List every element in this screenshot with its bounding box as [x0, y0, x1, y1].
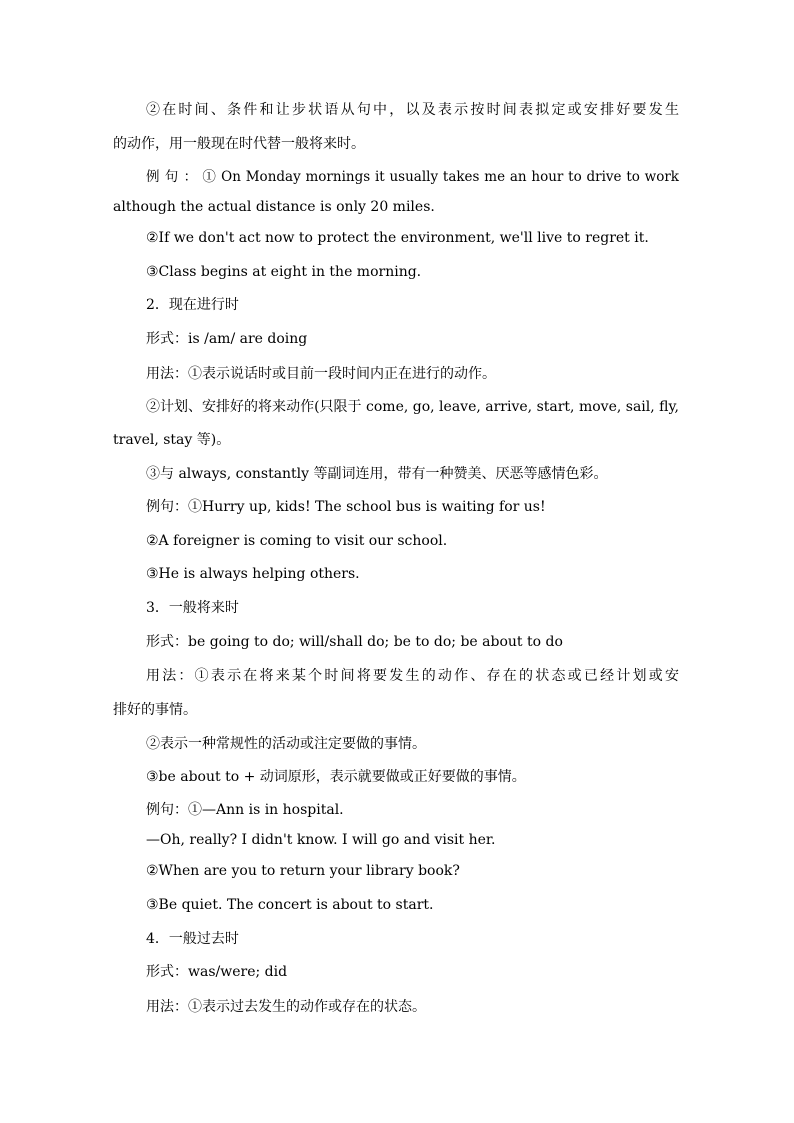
text-line: 排好的事情。: [113, 702, 197, 718]
text-line: 形式：was/were; did: [146, 964, 288, 980]
section-heading: 2．现在进行时: [146, 297, 239, 313]
section-heading: 4．一般过去时: [146, 931, 239, 947]
text-line: ③be about to + 动词原形，表示就要做或正好要做的事情。: [146, 769, 526, 785]
text-line: 例句：①Hurry up, kids! The school bus is waiting for us!: [146, 499, 546, 515]
text-line: ②表示一种常规性的活动或注定要做的事情。: [146, 736, 426, 752]
text-line: 的动作，用一般现在时代替一般将来时。: [113, 136, 365, 152]
text-line: 形式：be going to do; will/shall do; be to do; be about to do: [146, 634, 563, 650]
text-line: 例 句 ： ① On Monday mornings it usually takes me an hour to drive to work: [146, 169, 679, 185]
text-line: ②When are you to return your library book?: [146, 863, 460, 879]
text-line: 用法：①表示说话时或目前一段时间内正在进行的动作。: [146, 366, 496, 382]
text-line: although the actual distance is only 20 miles.: [113, 199, 435, 215]
text-line: ②在时间、条件和让步状语从句中，以及表示按时间表拟定或安排好要发生: [146, 102, 679, 118]
text-line: —Oh, really? I didn't know. I will go and visit her.: [146, 832, 496, 848]
text-line: 用法：①表示过去发生的动作或存在的状态。: [146, 999, 426, 1015]
text-line: ②计划、安排好的将来动作(只限于 come, go, leave, arrive, start, move, sail, fly,: [146, 399, 679, 415]
text-line: ③与 always, constantly 等副词连用，带有一种赞美、厌恶等感情色彩。: [146, 466, 608, 482]
text-line: ②If we don't act now to protect the environment, we'll live to regret it.: [146, 230, 649, 246]
text-line: 例句：①—Ann is in hospital.: [146, 802, 344, 818]
text-line: ②A foreigner is coming to visit our school.: [146, 533, 448, 549]
text-line: ③Be quiet. The concert is about to start.: [146, 897, 434, 913]
text-line: ③He is always helping others.: [146, 566, 360, 582]
text-line: 形式：is /am/ are doing: [146, 331, 308, 347]
section-heading: 3．一般将来时: [146, 600, 239, 616]
text-line: travel, stay 等)。: [113, 432, 231, 448]
text-line: 用法：①表示在将来某个时间将要发生的动作、存在的状态或已经计划或安: [146, 668, 679, 684]
text-line: ③Class begins at eight in the morning.: [146, 264, 422, 280]
